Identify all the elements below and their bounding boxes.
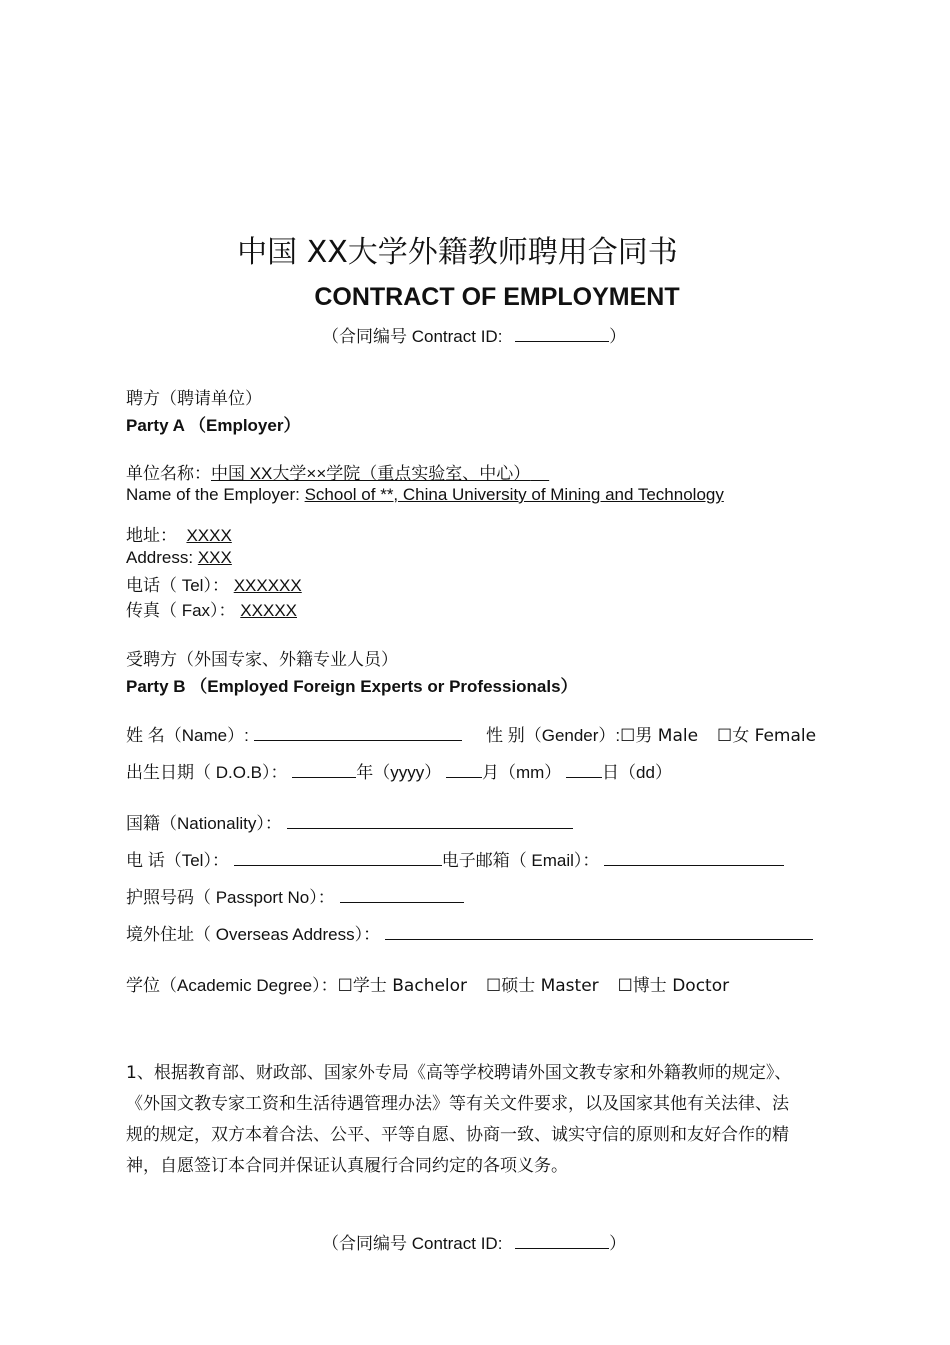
- overseas-label: 境外住址（ Overseas Address）：: [126, 925, 381, 944]
- name-row: [126, 721, 462, 746]
- document-title-en: CONTRACT OF EMPLOYMENT: [314, 283, 680, 311]
- gender-female-checkbox[interactable]: ☐女 Female: [716, 726, 817, 746]
- employer-unit-cn: [126, 459, 549, 484]
- degree-label: 学位（Academic Degree）：: [126, 976, 338, 995]
- contract-id-top: [322, 322, 626, 347]
- party-b-heading-cn: 受聘方（外国专家、外籍专业人员）: [126, 650, 398, 669]
- passport-field[interactable]: [340, 886, 464, 903]
- tel-label: 电 话（Tel）：: [126, 851, 229, 870]
- employer-unit-value-en: School of **, China University of Mining and Technology: [304, 485, 724, 504]
- employer-fax-label: 传真（ Fax）：: [126, 601, 236, 620]
- party-a-heading-en: Party A （Employer）: [126, 416, 301, 435]
- degree-doctor-checkbox[interactable]: ☐博士 Doctor: [617, 976, 730, 996]
- employer-unit-en: [126, 485, 724, 505]
- name-field[interactable]: [254, 724, 462, 741]
- employer-unit-label-cn: 单位名称：: [126, 464, 211, 483]
- address-value-cn: XXXX: [186, 526, 232, 545]
- gender-row: [486, 721, 816, 746]
- degree-row: [126, 971, 729, 996]
- employer-tel: [126, 571, 302, 596]
- contract-id-close-bottom: ）: [609, 1234, 627, 1253]
- degree-bachelor-checkbox[interactable]: ☐学士 Bachelor: [337, 976, 468, 996]
- contract-id-close: ）: [609, 327, 627, 346]
- employer-unit-value-cn: 中国 XX大学××学院（重点实验室、中心）: [211, 464, 531, 483]
- email-field[interactable]: [604, 849, 784, 866]
- dob-year-label: 年（yyyy）: [356, 763, 442, 782]
- dob-row: [126, 758, 672, 783]
- employer-address-cn: [126, 521, 232, 546]
- passport-row: [126, 883, 464, 908]
- dob-month-label: 月（mm）: [481, 763, 562, 782]
- tel-email-row: [126, 846, 784, 871]
- contract-id-blank[interactable]: [515, 325, 609, 342]
- dob-day-field[interactable]: [566, 761, 602, 778]
- employer-fax: [126, 596, 297, 621]
- tel-field[interactable]: [234, 849, 442, 866]
- email-label: 电子邮箱（ Email）：: [441, 851, 600, 870]
- contract-id-blank-bottom[interactable]: [515, 1232, 609, 1249]
- dob-label: 出生日期（ D.O.B）：: [126, 763, 288, 782]
- employer-tel-label: 电话（ Tel）：: [126, 576, 229, 595]
- dob-day-label: 日（dd）: [602, 763, 672, 782]
- address-label-cn: 地址：: [126, 526, 177, 545]
- dob-month-field[interactable]: [446, 761, 482, 778]
- document-title-cn: 中国 XX大学外籍教师聘用合同书: [237, 235, 678, 270]
- nationality-label: 国籍（Nationality）：: [126, 814, 282, 833]
- employer-tel-value: XXXXXX: [233, 576, 302, 595]
- degree-master-checkbox[interactable]: ☐硕士 Master: [485, 976, 599, 996]
- employer-address-en: [126, 548, 232, 568]
- employer-unit-label-en: Name of the Employer:: [126, 485, 300, 504]
- gender-male-checkbox[interactable]: ☐男 Male: [620, 726, 699, 746]
- address-label-en: Address:: [126, 548, 194, 567]
- passport-label: 护照号码（ Passport No）：: [126, 888, 335, 907]
- address-value-en: XXX: [197, 548, 232, 567]
- dob-year-field[interactable]: [292, 761, 356, 778]
- nationality-row: [126, 809, 573, 834]
- contract-id-label: （合同编号 Contract ID:: [322, 327, 503, 346]
- overseas-address-row: [126, 920, 813, 945]
- party-b-heading-en: Party B （Employed Foreign Experts or Professionals）: [126, 677, 578, 696]
- employer-fax-value: XXXXX: [240, 601, 297, 620]
- clause-1: 1、根据教育部、财政部、国家外专局《高等学校聘请外国文教专家和外籍教师的规定》、《外国文教专家工资和生活待遇管理办法》等有关文件要求，以及国家其他有关法律、法规的规定，双方本着合法、公平、平等自愿、协商一致、诚实守信的原则和友好合作的精神，自愿签订本合同并保证认真履行合同约定的各项义务。: [126, 1063, 792, 1176]
- party-a-heading-cn: 聘方（聘请单位）: [126, 389, 262, 408]
- name-label: 姓 名（Name）:: [126, 726, 249, 745]
- nationality-field[interactable]: [287, 812, 573, 829]
- contract-id-label-bottom: （合同编号 Contract ID:: [322, 1234, 503, 1253]
- contract-id-bottom: [322, 1229, 626, 1254]
- overseas-address-field[interactable]: [385, 923, 813, 940]
- gender-label: 性 别（Gender）:: [486, 726, 621, 745]
